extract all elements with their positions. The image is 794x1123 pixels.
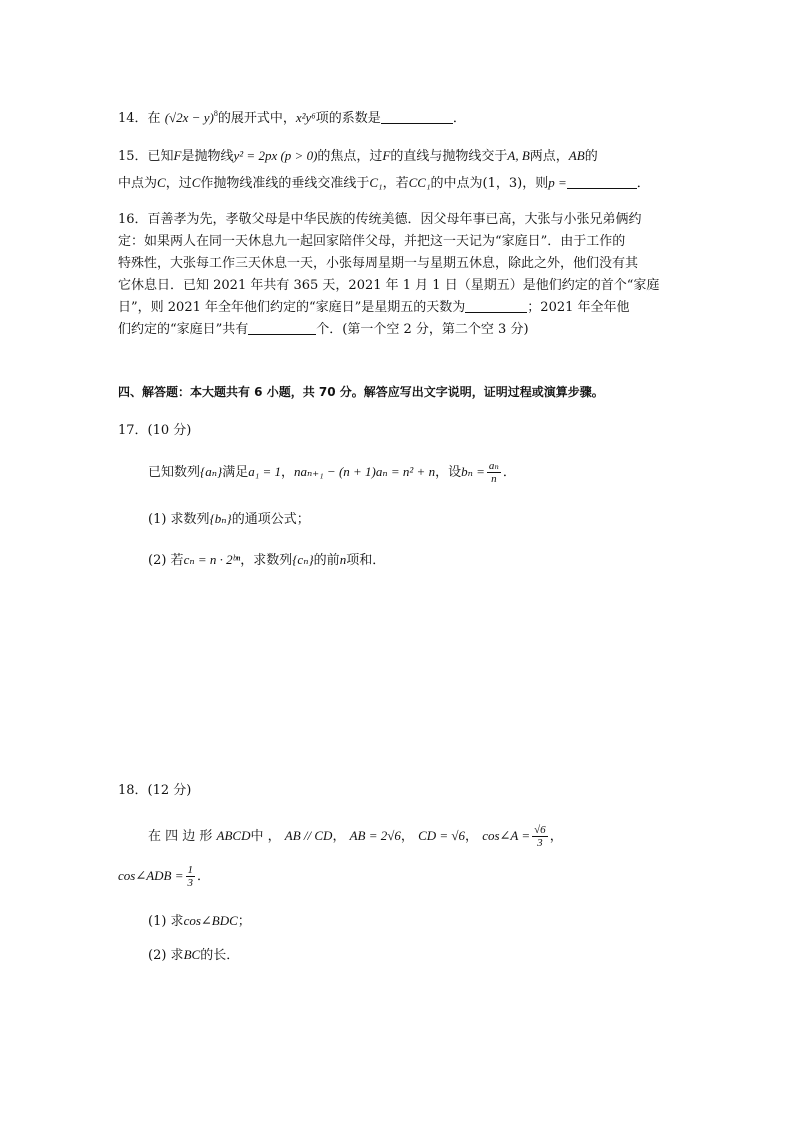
- sequence: {aₙ}: [200, 464, 223, 479]
- answer-blank-2[interactable]: [248, 320, 316, 335]
- exponent: 8: [213, 109, 218, 118]
- cos-a: cos∠A =: [482, 828, 531, 843]
- text: ，过: [165, 176, 192, 191]
- symbol: C: [157, 175, 166, 190]
- section-heading: 四、解答题：本大题共有 6 小题，共 70 分。解答应写出文字说明，证明过程或演算步骤。: [118, 385, 604, 399]
- question-18-header: 18．(12 分): [118, 783, 192, 798]
- text: 16．百善孝为先，孝敬父母是中华民族的传统美德．因父母年事已高，大张与小张兄弟俩约: [118, 212, 642, 227]
- text: (1) 求: [148, 914, 184, 929]
- text: (1) 求数列: [148, 512, 210, 527]
- text: 它休息日．已知 2021 年共有 365 天，2021 年 1 月 1 日（星期五）是他们约定的首个“家庭: [118, 278, 660, 293]
- text: ，: [465, 829, 479, 844]
- text: ．: [502, 465, 516, 480]
- parabola-equation: y² = 2px (p > 0): [233, 148, 318, 163]
- symbol: AB: [568, 148, 585, 163]
- text: 的通项公式；: [231, 512, 310, 527]
- text: ，: [332, 829, 346, 844]
- question-18-statement-line-1: [148, 824, 668, 849]
- question-16-line-6: [118, 319, 678, 341]
- question-17-statement: [148, 460, 708, 485]
- text: ，若: [382, 176, 409, 191]
- text: ，则: [522, 176, 549, 191]
- text: 个．(第一个空 2 分，第二个空 3 分): [316, 322, 529, 337]
- text: 作抛物线准线的垂线交准线于: [200, 176, 370, 191]
- question-18-statement-line-2: [118, 864, 678, 889]
- text: 已知数列: [148, 465, 201, 480]
- numerator: 1: [187, 864, 194, 876]
- cos-a-fraction: [532, 824, 548, 849]
- text: 的: [584, 149, 598, 164]
- cd-length: CD = √6: [418, 828, 466, 843]
- text: 项和．: [346, 553, 386, 568]
- question-16-line-1: [118, 209, 678, 231]
- numerator: √6: [534, 824, 546, 836]
- question-15-line-1: [118, 145, 678, 168]
- cos-adb: cos∠ADB =: [118, 868, 184, 883]
- question-16-line-4: [118, 275, 678, 297]
- question-15-line-2: [118, 172, 678, 195]
- text: 定：如果两人在同一天休息九一起回家陪伴父母，并把这一天记为“家庭日”．由于工作的: [118, 234, 626, 249]
- point: (1，3): [482, 176, 523, 191]
- text: ．: [452, 111, 466, 126]
- text: ，: [549, 829, 563, 844]
- question-16-line-5: [118, 297, 678, 319]
- term: x²y⁶: [295, 110, 316, 125]
- question-16-line-3: [118, 253, 678, 275]
- text: 们约定的“家庭日”共有: [118, 322, 249, 337]
- denominator: 3: [187, 877, 194, 889]
- text: 的焦点，过: [317, 149, 383, 164]
- parallel-relation: AB // CD: [284, 828, 333, 843]
- initial-term: a₁ = 1: [248, 464, 281, 479]
- text: 中点为: [118, 176, 158, 191]
- question-16-line-2: [118, 231, 678, 253]
- text: 的展开式中，: [217, 111, 296, 126]
- text: (2) 若: [148, 553, 184, 568]
- question-17-part-2: [148, 549, 708, 572]
- text: ，设: [435, 465, 462, 480]
- answer-blank[interactable]: [381, 109, 453, 124]
- answer-blank-1[interactable]: [465, 298, 527, 313]
- ab-length: AB = 2√6: [349, 828, 401, 843]
- text: 的前: [313, 553, 340, 568]
- text: 中 ，: [250, 829, 281, 844]
- binomial-expression: (√2x − y): [164, 110, 214, 125]
- cn-definition: cₙ = n · 2ᵇⁿ: [183, 552, 241, 567]
- text: 日”，则 2021 年全年他们约定的“家庭日”是星期五的天数为: [118, 300, 466, 315]
- denominator: n: [491, 473, 497, 485]
- text: 在 四 边 形: [148, 829, 213, 844]
- text: ；: [237, 914, 251, 929]
- text: 15．已知: [118, 149, 174, 164]
- bn-fraction: [487, 460, 501, 485]
- text: (2) 求: [148, 948, 184, 963]
- numerator: aₙ: [488, 460, 499, 472]
- text: ；2021 年全年他: [527, 300, 630, 315]
- symbol: F: [382, 148, 391, 163]
- text: 是抛物线: [181, 149, 234, 164]
- question-17-header: 17．(10 分): [118, 423, 192, 438]
- bn-definition: bₙ =: [461, 464, 485, 479]
- question-18-part-2: [148, 944, 708, 967]
- text: ．: [197, 869, 211, 884]
- question-17-part-1: [148, 508, 708, 531]
- denominator: 3: [537, 837, 543, 849]
- question-18-part-1: [148, 910, 708, 933]
- expression: cos∠BDC: [183, 913, 238, 928]
- symbol: ABCD: [216, 828, 251, 843]
- text: ．: [636, 176, 650, 191]
- text: 满足: [222, 465, 249, 480]
- symbol: A, B: [507, 148, 530, 163]
- text: 的长．: [200, 948, 240, 963]
- text: 特殊性，大张每工作三天休息一天，小张每周星期一与星期五休息，除此之外，他们没有其: [118, 256, 639, 271]
- cos-adb-fraction: [186, 864, 196, 889]
- question-number: 14．: [118, 111, 148, 126]
- text: ，: [281, 465, 295, 480]
- symbol: C: [191, 175, 201, 190]
- sequence: {cₙ}: [292, 552, 314, 567]
- answer-blank[interactable]: [567, 174, 637, 189]
- symbol: C₁: [369, 175, 383, 190]
- text: ，求数列: [240, 553, 293, 568]
- text: 在: [147, 111, 161, 126]
- symbol: CC₁: [408, 175, 431, 190]
- recurrence: naₙ₊₁ − (n + 1)aₙ = n² + n: [294, 464, 436, 479]
- text: 项的系数是: [315, 111, 381, 126]
- text: 两点，: [529, 149, 569, 164]
- text: ，: [400, 829, 414, 844]
- symbol: F: [173, 148, 182, 163]
- symbol: n: [339, 552, 347, 567]
- expression: BC: [183, 947, 201, 962]
- text: 的中点为: [430, 176, 483, 191]
- text: 的直线与抛物线交于: [390, 149, 508, 164]
- sequence: {bₙ}: [209, 511, 232, 526]
- question-14: [118, 103, 678, 130]
- symbol: p =: [548, 175, 567, 190]
